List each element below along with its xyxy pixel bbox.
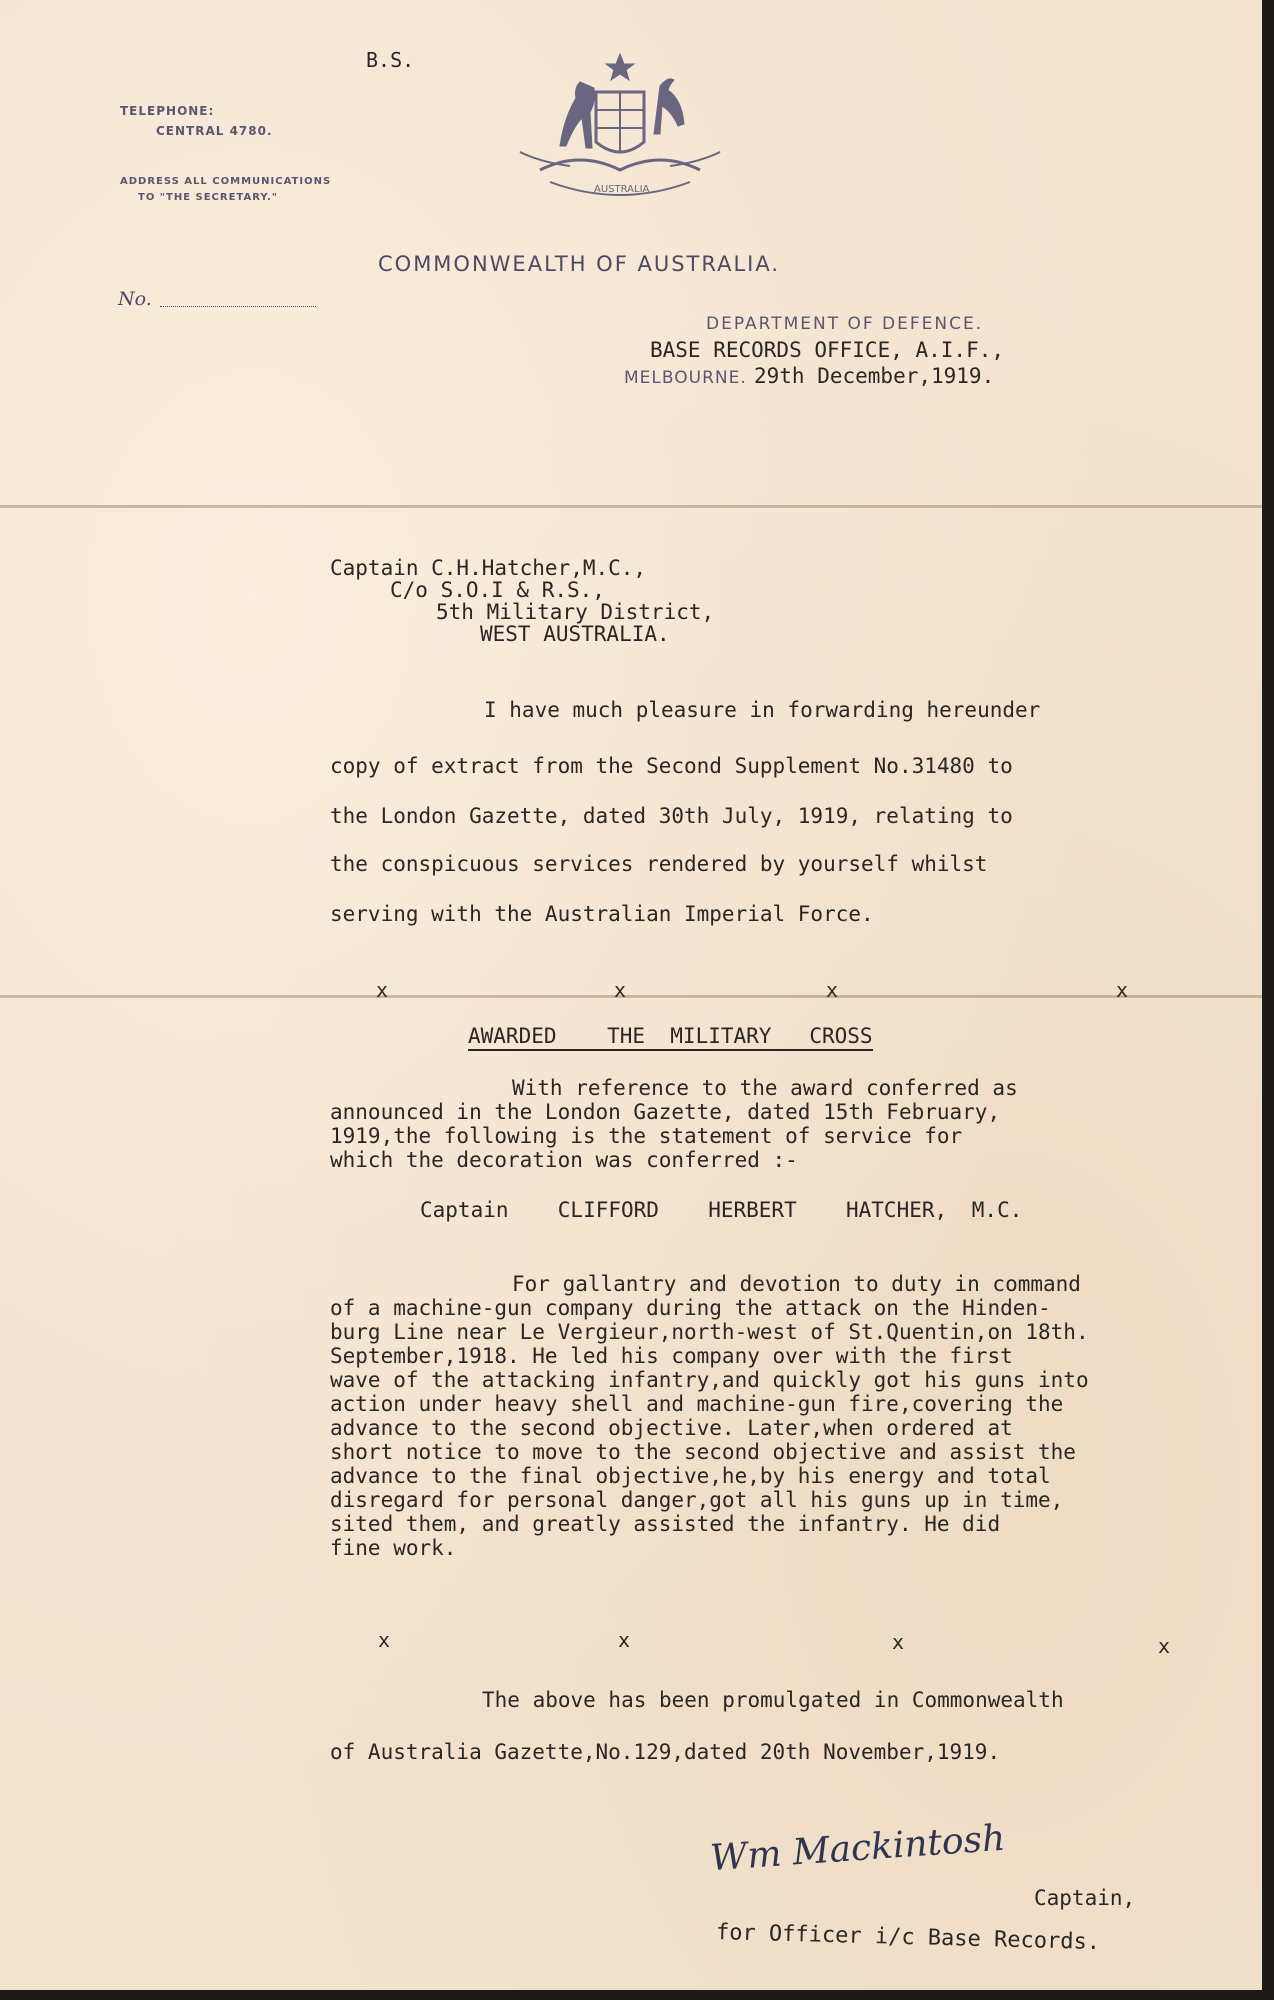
separator-cross: x <box>378 1628 391 1652</box>
award-heading: AWARDED THE MILITARY CROSS <box>468 1024 873 1051</box>
award-reference-line: 1919,the following is the statement of service for <box>330 1124 963 1148</box>
handwritten-signature: Wm Mackintosh <box>708 1817 1007 1880</box>
department-name: DEPARTMENT OF DEFENCE. <box>706 314 984 334</box>
citation-line: wave of the attacking infantry,and quickly got his guns into <box>330 1368 1089 1392</box>
citation-line: advance to the second objective. Later,when ordered at <box>330 1416 1013 1440</box>
recipient-name: Captain C.H.Hatcher,M.C., <box>330 556 647 580</box>
recipient-state: WEST AUSTRALIA. <box>480 622 670 646</box>
address-instruction-line1: ADDRESS ALL COMMUNICATIONS <box>120 176 332 187</box>
award-recipient-name: Captain CLIFFORD HERBERT HATCHER, M.C. <box>420 1198 1023 1222</box>
intro-line: the London Gazette, dated 30th July, 1919, relating to <box>330 804 1013 828</box>
award-reference-line: announced in the London Gazette, dated 15th February, <box>330 1100 1001 1124</box>
letter-date: 29th December,1919. <box>754 364 995 388</box>
closing-line: The above has been promulgated in Commonwealth <box>482 1688 1064 1712</box>
intro-line: I have much pleasure in forwarding hereunder <box>484 698 1041 722</box>
signatory-title: for Officer i/c Base Records. <box>715 1920 1101 1956</box>
signatory-rank: Captain, <box>1034 1886 1136 1910</box>
file-reference: B.S. <box>366 48 415 72</box>
intro-line: the conspicuous services rendered by yourself whilst <box>330 852 988 876</box>
closing-line: of Australia Gazette,No.129,dated 20th November,1919. <box>330 1740 1001 1764</box>
citation-line: sited them, and greatly assisted the infantry. He did <box>330 1512 1001 1536</box>
reference-number-label: No. <box>118 288 152 310</box>
telephone-label: TELEPHONE: <box>120 104 215 118</box>
fold-line <box>0 505 1262 508</box>
separator-cross: x <box>1158 1634 1171 1658</box>
fold-line <box>0 995 1262 998</box>
commonwealth-crest-icon <box>510 52 730 212</box>
recipient-care-of: C/o S.O.I & R.S., <box>390 578 605 602</box>
citation-line: For gallantry and devotion to duty in command <box>512 1272 1081 1296</box>
reference-number-line <box>160 306 316 307</box>
citation-line: short notice to move to the second objective and assist the <box>330 1440 1076 1464</box>
citation-line: of a machine-gun company during the attack on the Hinden- <box>330 1296 1051 1320</box>
recipient-district: 5th Military District, <box>436 600 715 624</box>
city-label: MELBOURNE. <box>624 368 747 388</box>
separator-cross: x <box>614 978 627 1002</box>
citation-line: September,1918. He led his company over with the first <box>330 1344 1013 1368</box>
citation-line: action under heavy shell and machine-gun fire,covering the <box>330 1392 1064 1416</box>
intro-line: copy of extract from the Second Supplement No.31480 to <box>330 754 1013 778</box>
award-reference-line: With reference to the award conferred as <box>512 1076 1018 1100</box>
citation-line: fine work. <box>330 1536 457 1560</box>
crest-ribbon-text: AUSTRALIA <box>594 184 650 195</box>
letterhead-title: COMMONWEALTH OF AUSTRALIA. <box>378 252 781 276</box>
separator-cross: x <box>892 1630 905 1654</box>
office-name: BASE RECORDS OFFICE, A.I.F., <box>650 338 1005 362</box>
citation-line: burg Line near Le Vergieur,north-west of St.Quentin,on 18th. <box>330 1320 1089 1344</box>
intro-line: serving with the Australian Imperial Force. <box>330 902 874 926</box>
citation-line: disregard for personal danger,got all his guns up in time, <box>330 1488 1064 1512</box>
separator-cross: x <box>826 978 839 1002</box>
address-instruction-line2: TO "THE SECRETARY." <box>138 192 278 203</box>
separator-cross: x <box>1116 978 1129 1002</box>
telephone-number: CENTRAL 4780. <box>156 124 273 138</box>
award-reference-line: which the decoration was conferred :- <box>330 1148 798 1172</box>
citation-line: advance to the final objective,he,by his energy and total <box>330 1464 1051 1488</box>
separator-cross: x <box>376 978 389 1002</box>
separator-cross: x <box>618 1628 631 1652</box>
